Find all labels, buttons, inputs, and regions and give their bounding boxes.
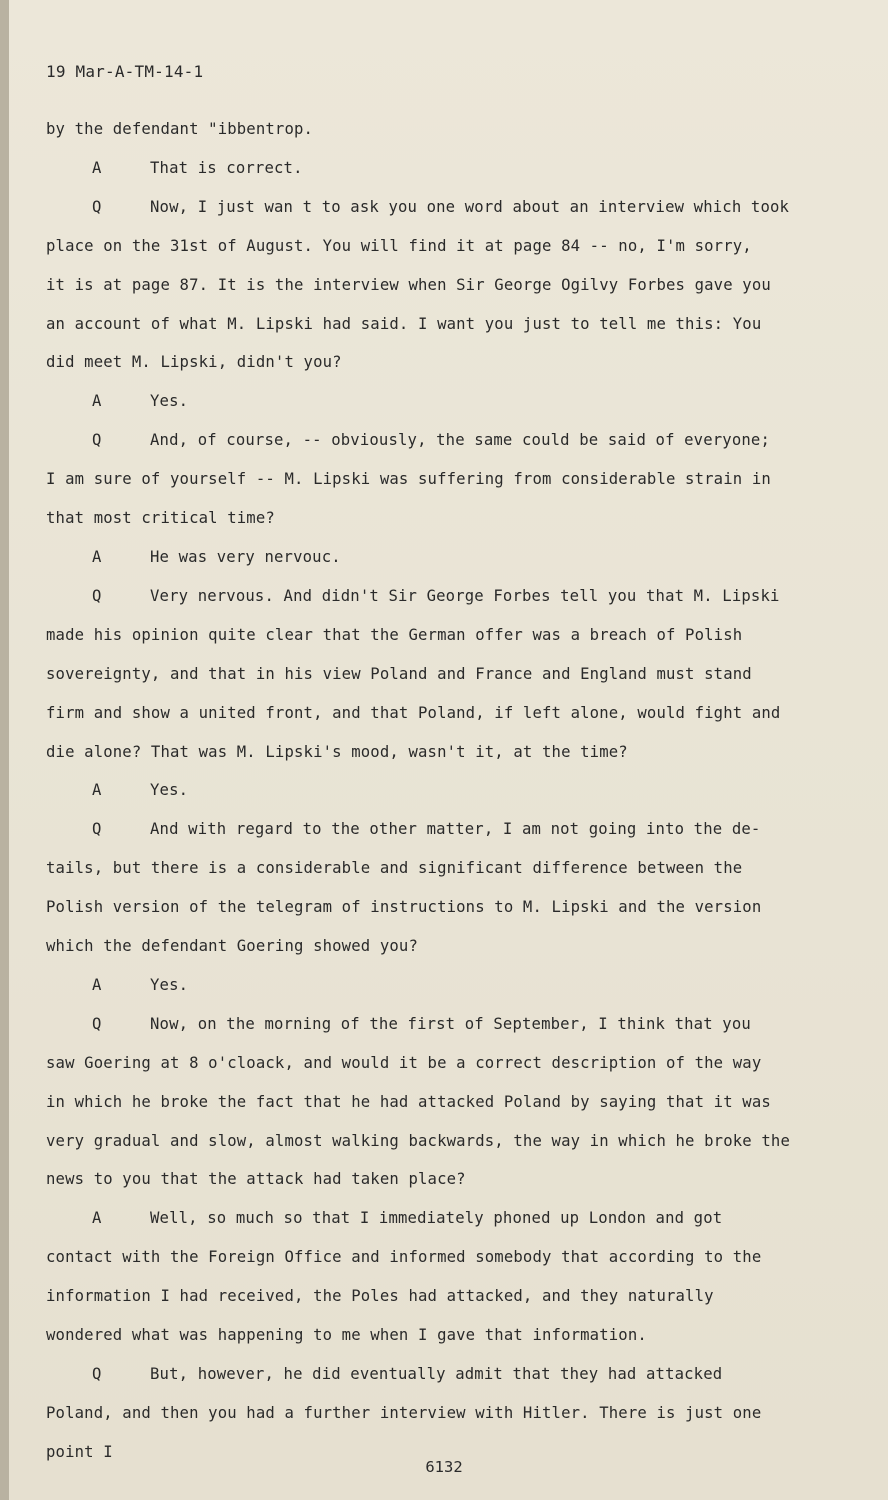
transcript-line xyxy=(46,616,816,655)
transcript-line xyxy=(46,1083,816,1122)
speaker-label: Q xyxy=(92,586,102,605)
speaker-label: A xyxy=(92,547,102,566)
transcript-paragraph xyxy=(46,382,816,421)
line-text: He was very nervouc. xyxy=(150,547,341,566)
line-text: Well, so much so that I immediately phoned up London and got xyxy=(150,1209,723,1228)
line-text: Now, on the morning of the first of September, I think that you xyxy=(150,1014,751,1033)
transcript-line xyxy=(46,927,816,966)
line-text: But, however, he did eventually admit that they had attacked xyxy=(150,1365,723,1383)
transcript-line xyxy=(46,655,816,694)
speaker-label: A xyxy=(92,1209,102,1228)
line-text: And with regard to the other matter, I am not going into the de- xyxy=(150,820,761,839)
transcript-line xyxy=(46,421,816,460)
transcript-line xyxy=(46,771,816,810)
transcript-line xyxy=(46,1316,816,1355)
transcript-paragraph xyxy=(46,188,816,383)
line-text: Yes. xyxy=(150,781,189,800)
line-text: Now, I just wan t to ask you one word about an interview which took xyxy=(150,197,790,216)
line-text: did meet M. Lipski, didn't you? xyxy=(46,353,342,372)
transcript-paragraph xyxy=(46,577,816,772)
transcript-line xyxy=(46,733,816,772)
transcript-line xyxy=(46,1122,816,1161)
transcript-line xyxy=(46,888,816,927)
transcript-line xyxy=(46,1199,816,1238)
line-text: an account of what M. Lipski had said. I want you just to tell me this: You xyxy=(46,314,762,333)
speaker-label: A xyxy=(92,158,102,177)
line-text: I am sure of yourself -- M. Lipski was suffering from considerable strain in xyxy=(46,470,771,489)
transcript-line xyxy=(46,1355,816,1394)
line-text: point I xyxy=(46,1442,113,1461)
transcript-line xyxy=(46,149,816,188)
transcript-line xyxy=(46,1005,816,1044)
transcript-line xyxy=(46,343,816,382)
transcript-line xyxy=(46,1394,816,1433)
line-text: by the defendant "ibbentrop. xyxy=(46,120,314,138)
transcript-line xyxy=(46,1044,816,1083)
transcript-paragraph xyxy=(46,538,816,577)
transcript-paragraph xyxy=(46,1005,816,1200)
transcript-line xyxy=(46,810,816,849)
line-text: Yes. xyxy=(150,975,189,994)
speaker-label: Q xyxy=(92,1365,102,1383)
line-text: That is correct. xyxy=(150,158,303,177)
speaker-label: Q xyxy=(92,820,102,839)
speaker-label: A xyxy=(92,392,102,411)
transcript-paragraph xyxy=(46,810,816,966)
speaker-label: Q xyxy=(92,197,102,216)
transcript-paragraph xyxy=(46,1199,816,1355)
line-text: die alone? That was M. Lipski's mood, wasn't it, at the time? xyxy=(46,742,628,761)
transcript-paragraph xyxy=(46,966,816,1005)
line-text: made his opinion quite clear that the German offer was a breach of Polish xyxy=(46,625,743,644)
transcript-line xyxy=(46,694,816,733)
transcript-line xyxy=(46,966,816,1005)
transcript-paragraph xyxy=(46,149,816,188)
speaker-label: A xyxy=(92,975,102,994)
transcript-line xyxy=(46,849,816,888)
transcript-body xyxy=(46,110,816,1472)
transcript-paragraph xyxy=(46,771,816,810)
transcript-line xyxy=(46,460,816,499)
line-text: which the defendant Goering showed you? xyxy=(46,937,418,956)
line-text: saw Goering at 8 o'cloack, and would it be a correct description of the way xyxy=(46,1053,762,1072)
speaker-label: Q xyxy=(92,431,102,450)
line-text: information I had received, the Poles had attacked, and they naturally xyxy=(46,1287,714,1306)
document-reference: 19 Mar-A-TM-14-1 xyxy=(46,62,204,81)
line-text: place on the 31st of August. You will find it at page 84 -- no, I'm sorry, xyxy=(46,236,752,255)
transcript-line xyxy=(46,1160,816,1199)
line-text: very gradual and slow, almost walking backwards, the way in which he broke the xyxy=(46,1131,790,1150)
line-text: Polish version of the telegram of instructions to M. Lipski and the version xyxy=(46,898,762,917)
transcript-line xyxy=(46,227,816,266)
line-text: wondered what was happening to me when I gave that information. xyxy=(46,1326,647,1345)
transcript-paragraph xyxy=(46,421,816,538)
transcript-paragraph xyxy=(46,110,816,149)
transcript-line xyxy=(46,305,816,344)
page-number: 6132 xyxy=(425,1458,463,1476)
line-text: contact with the Foreign Office and informed somebody that according to the xyxy=(46,1248,762,1267)
line-text: sovereignty, and that in his view Poland and France and England must stand xyxy=(46,664,752,683)
line-text: it is at page 87. It is the interview when Sir George Ogilvy Forbes gave you xyxy=(46,275,771,294)
line-text: firm and show a united front, and that Poland, if left alone, would fight and xyxy=(46,703,781,722)
transcript-line xyxy=(46,188,816,227)
line-text: news to you that the attack had taken place? xyxy=(46,1170,466,1189)
transcript-line xyxy=(46,1238,816,1277)
transcript-line xyxy=(46,266,816,305)
line-text: Poland, and then you had a further interview with Hitler. There is just one xyxy=(46,1403,762,1422)
line-text: in which he broke the fact that he had attacked Poland by saying that it was xyxy=(46,1092,771,1111)
transcript-line xyxy=(46,1277,816,1316)
speaker-label: Q xyxy=(92,1014,102,1033)
transcript-line xyxy=(46,577,816,616)
line-text: And, of course, -- obviously, the same could be said of everyone; xyxy=(150,431,770,450)
transcript-line xyxy=(46,538,816,577)
speaker-label: A xyxy=(92,781,102,800)
line-text: tails, but there is a considerable and significant difference between the xyxy=(46,859,743,878)
transcript-paragraph xyxy=(46,1355,816,1472)
line-text: Very nervous. And didn't Sir George Forbes tell you that M. Lipski xyxy=(150,586,780,605)
transcript-line xyxy=(46,499,816,538)
line-text: that most critical time? xyxy=(46,509,275,528)
page-edge xyxy=(0,0,9,1500)
transcript-line xyxy=(46,382,816,421)
transcript-line xyxy=(46,110,816,149)
line-text: Yes. xyxy=(150,392,189,411)
